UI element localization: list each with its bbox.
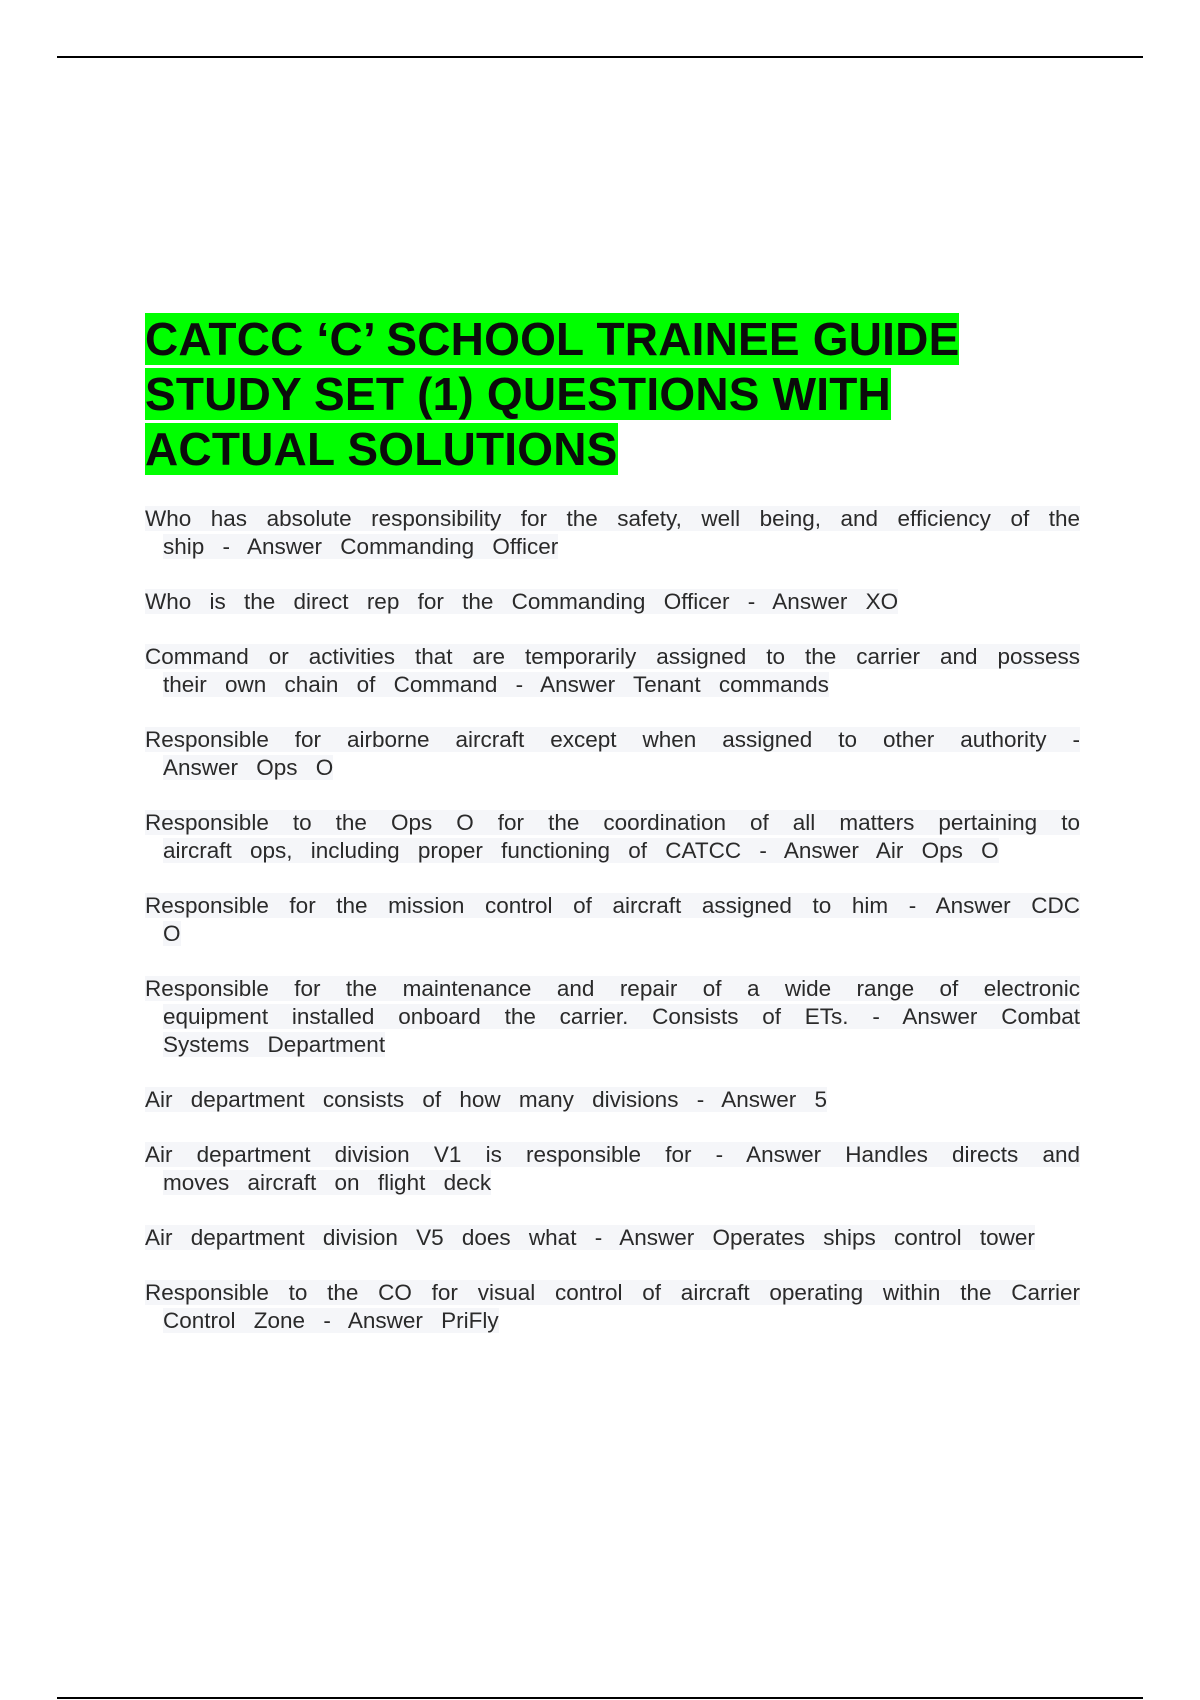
- qa-item: [145, 1279, 1080, 1335]
- qa-item: [145, 505, 1080, 561]
- qa-item-text: Responsible to the Ops O for the coordination of all matters pertaining to aircraft ops, including proper functioning of CATCC - Answer Air Ops O: [145, 810, 1080, 863]
- qa-item-text: Responsible for airborne aircraft except when assigned to other authority - Answer Ops O: [145, 727, 1080, 780]
- top-rule: [57, 56, 1143, 58]
- qa-item: [145, 588, 1080, 616]
- qa-item: [145, 975, 1080, 1059]
- qa-item-text: Air department division V5 does what - Answer Operates ships control tower: [145, 1225, 1035, 1250]
- qa-item: [145, 1086, 1080, 1114]
- qa-item-text: Who has absolute responsibility for the safety, well being, and efficiency of the ship - Answer Commanding Officer: [145, 506, 1080, 559]
- qa-item-text: Responsible for the mission control of aircraft assigned to him - Answer CDC O: [145, 893, 1080, 946]
- qa-item: [145, 1224, 1080, 1252]
- qa-item: [145, 809, 1080, 865]
- qa-list: [145, 505, 1080, 1362]
- qa-item-text: Responsible to the CO for visual control of aircraft operating within the Carrier Control Zone - Answer PriFly: [145, 1280, 1080, 1333]
- qa-item-text: Command or activities that are temporarily assigned to the carrier and possess their own chain of Command - Answer Tenant commands: [145, 644, 1080, 697]
- qa-item: [145, 643, 1080, 699]
- qa-item: [145, 1141, 1080, 1197]
- qa-item-text: Air department division V1 is responsible for - Answer Handles directs and moves aircraft on flight deck: [145, 1142, 1080, 1195]
- bottom-rule: [57, 1697, 1143, 1699]
- qa-item-text: Responsible for the maintenance and repair of a wide range of electronic equipment installed onboard the carrier. Consists of ETs. - Answer Combat Systems Department: [145, 976, 1080, 1057]
- document-title-text: CATCC ‘C’ SCHOOL TRAINEE GUIDE STUDY SET (1) QUESTIONS WITH ACTUAL SOLUTIONS: [145, 313, 960, 475]
- qa-item-text: Air department consists of how many divisions - Answer 5: [145, 1087, 827, 1112]
- document-title: [145, 312, 1045, 477]
- qa-item: [145, 892, 1080, 948]
- qa-item-text: Who is the direct rep for the Commanding Officer - Answer XO: [145, 589, 899, 614]
- qa-item: [145, 726, 1080, 782]
